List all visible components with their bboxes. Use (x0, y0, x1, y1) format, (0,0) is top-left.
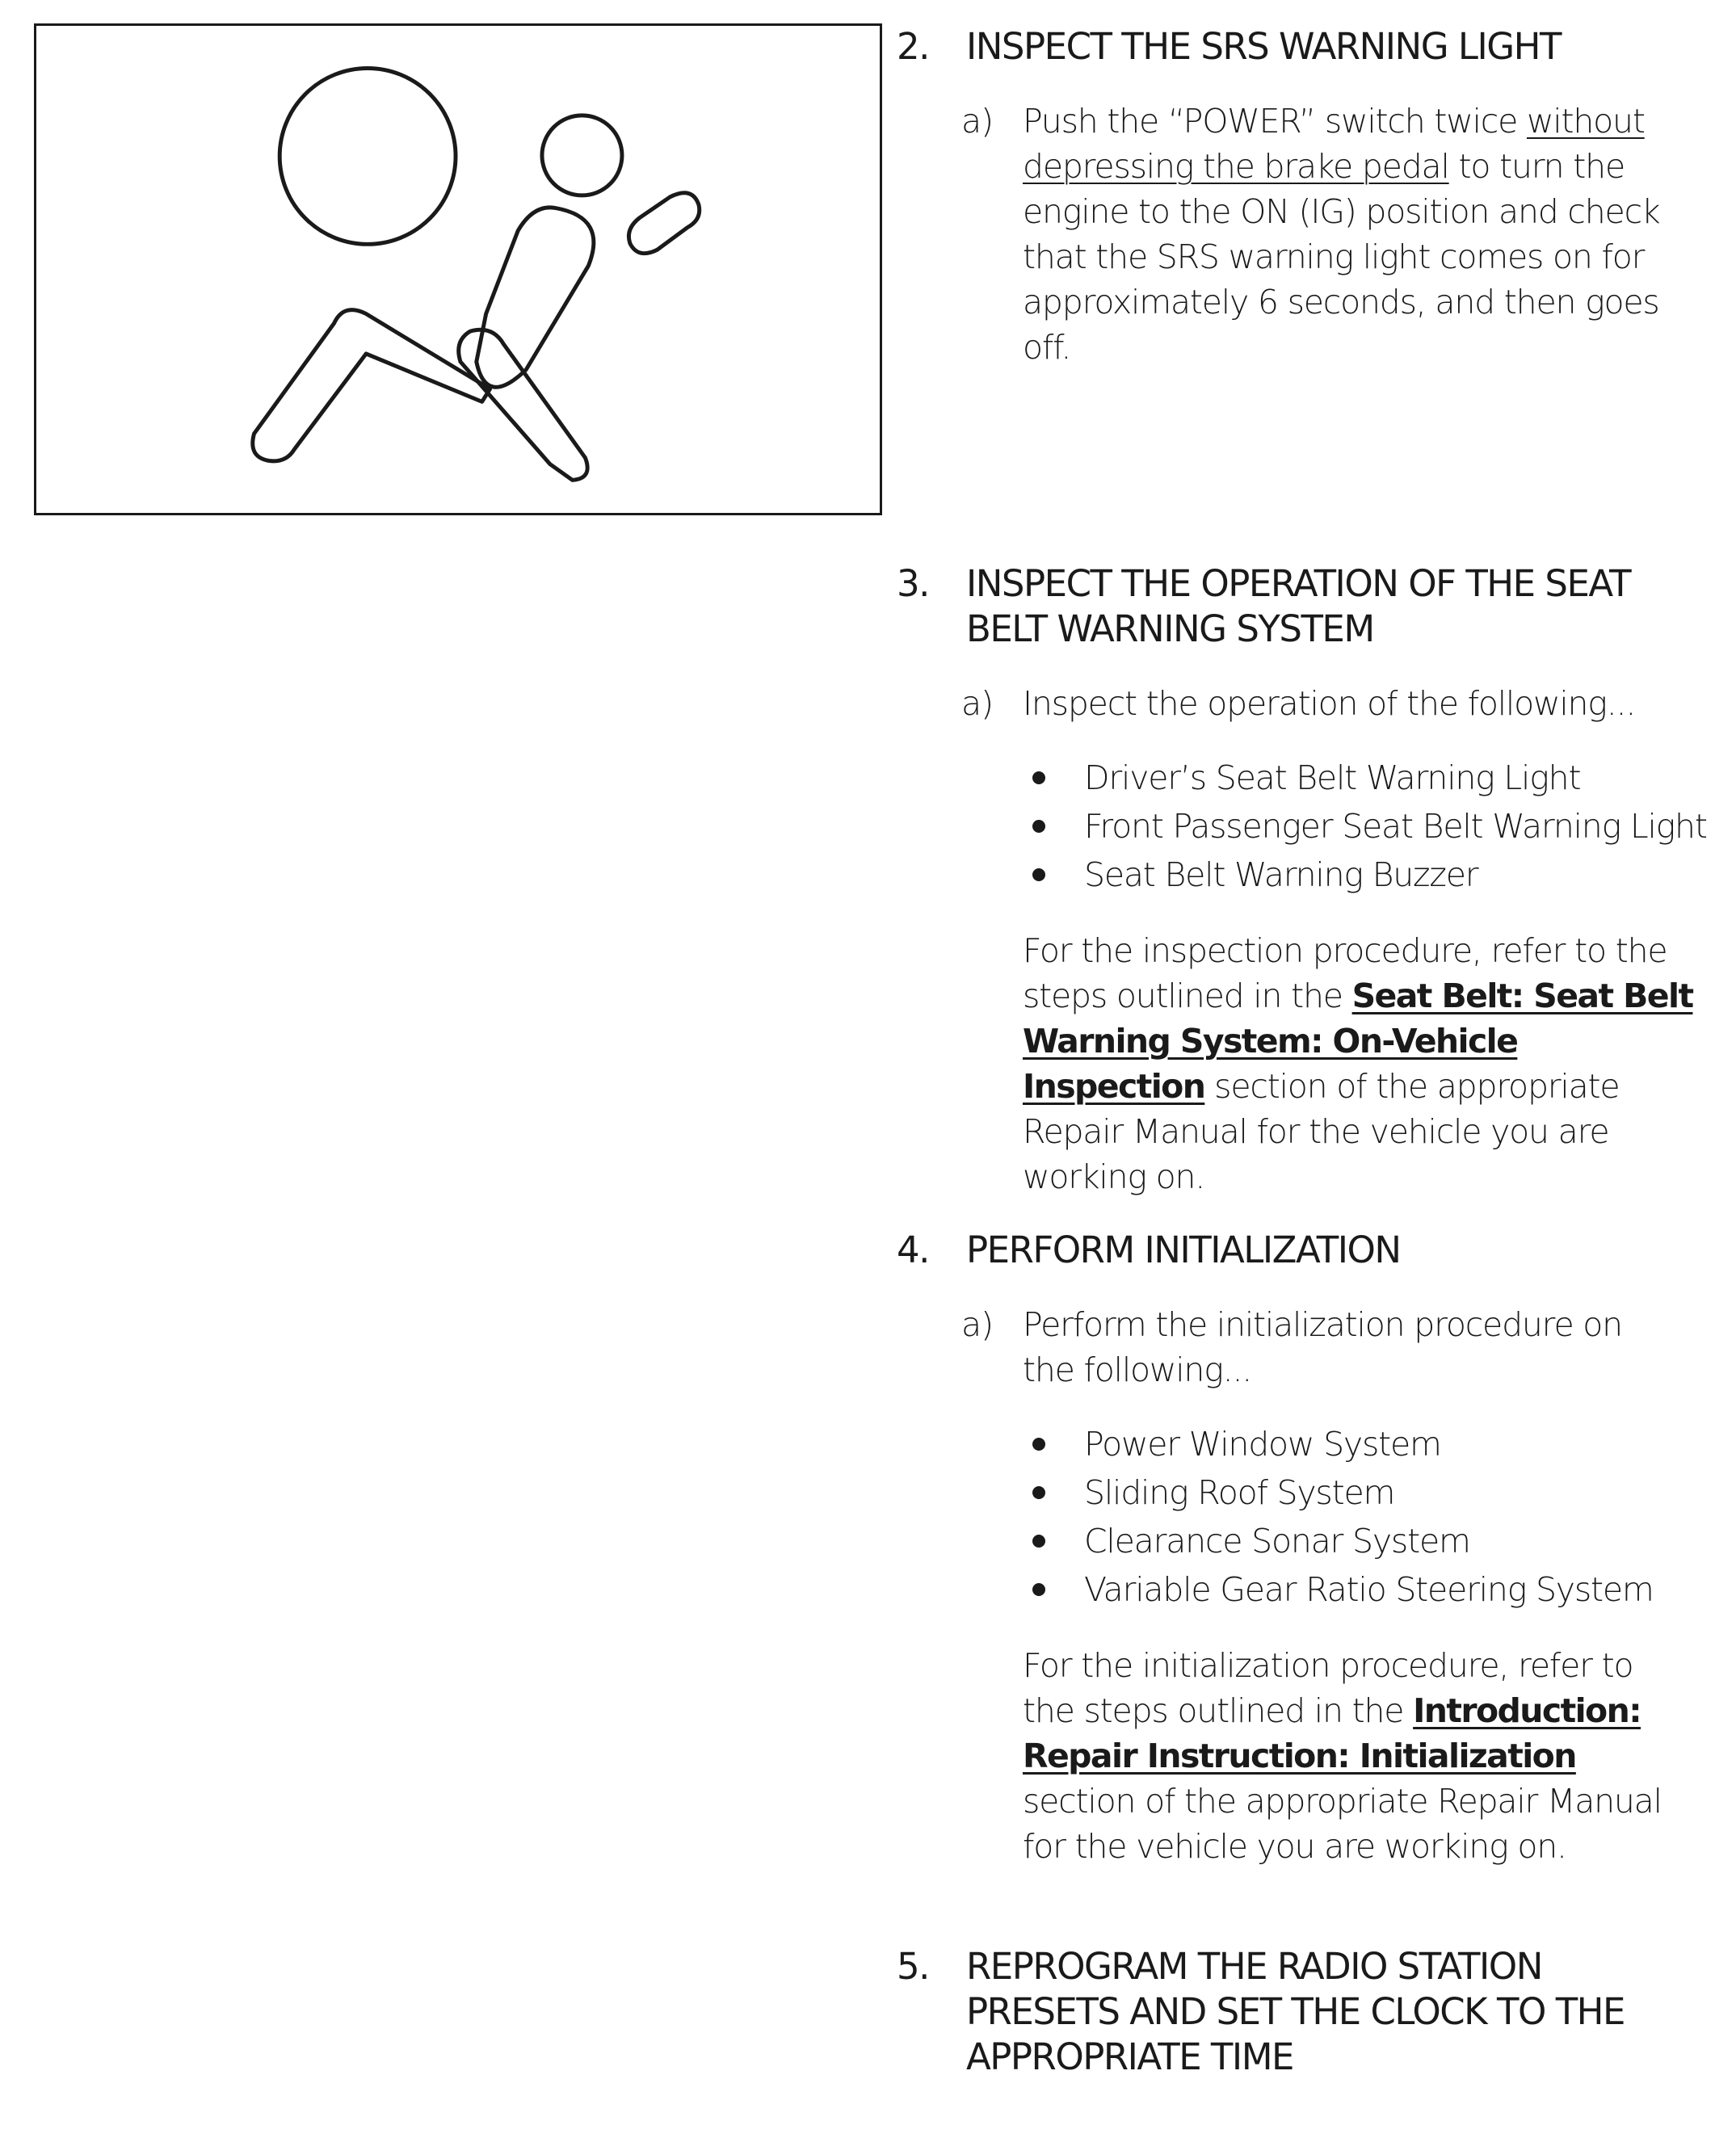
list-item-text: Driver’s Seat Belt Warning Light (1084, 758, 1581, 797)
bullet-dot (1032, 1583, 1045, 1596)
para-text-part: section of the appropriate Repair Manual for the vehicle you are working on. (1023, 1067, 1620, 1196)
section-4 (897, 1228, 1713, 1869)
list-item-text: Sliding Roof System (1084, 1473, 1395, 1512)
underlined-emphasis: without depressing the brake pedal (1023, 102, 1645, 186)
list-item (1023, 754, 1713, 802)
step-text-part: to turn the engine to the ON (IG) position and check that the SRS warning light comes on for approximately 6 seconds, and then goes off. (1023, 147, 1660, 367)
bullet-list (1023, 754, 1713, 899)
section-2 (897, 24, 1713, 370)
section-number: 5. (897, 1945, 929, 1988)
hand-shape (628, 193, 699, 254)
step-letter: a) (961, 684, 994, 723)
section-3 (897, 561, 1713, 1199)
para-text-part: For the initialization procedure, refer to the steps outlined in the (1023, 1646, 1633, 1730)
step-text: Perform the initialization procedure on the following... (1023, 1305, 1622, 1389)
list-item (1023, 851, 1713, 899)
bullet-dot (1032, 1486, 1045, 1499)
section-5 (897, 1944, 1713, 2080)
bullet-dot (1032, 1438, 1045, 1451)
reference-paragraph (1023, 928, 1693, 1199)
section-number: 3. (897, 562, 929, 605)
para-text-part: section of the appropriate Repair Manual for the vehicle you are working on. (1023, 1782, 1662, 1866)
list-item-text: Seat Belt Warning Buzzer (1084, 855, 1478, 894)
para-text-part: For the inspection procedure, refer to the steps outlined in the (1023, 931, 1667, 1015)
bullet-dot (1032, 1535, 1045, 1548)
step-letter: a) (961, 102, 994, 141)
list-item (1023, 1468, 1713, 1517)
srs-warning-figure (34, 23, 882, 515)
bullet-dot (1032, 771, 1045, 784)
section-title: REPROGRAM THE RADIO STATION PRESETS AND SET THE CLOCK TO THE APPROPRIATE TIME (966, 1945, 1625, 2078)
section-number: 4. (897, 1229, 929, 1271)
step-text: Inspect the operation of the following... (1023, 684, 1636, 723)
legs-shape (253, 310, 490, 461)
srs-airbag-warning-icon (36, 26, 880, 513)
bullet-dot (1032, 820, 1045, 833)
step-text-part: Push the “POWER” switch twice (1023, 102, 1527, 141)
list-item (1023, 802, 1713, 851)
head-circle (542, 116, 622, 195)
step-text (1023, 99, 1713, 370)
section-title: INSPECT THE SRS WARNING LIGHT (966, 25, 1561, 68)
torso-shape (477, 208, 594, 387)
step-letter: a) (961, 1305, 994, 1344)
manual-reference-link[interactable]: Seat Belt: Seat Belt Warning System: On-Vehicle Inspection (1023, 977, 1693, 1106)
section-number: 2. (897, 25, 929, 68)
list-item (1023, 1565, 1713, 1614)
list-item (1023, 1517, 1713, 1565)
bullet-dot (1032, 868, 1045, 881)
list-item (1023, 1420, 1713, 1468)
reference-paragraph (1023, 1643, 1693, 1869)
manual-reference-link[interactable]: Introduction: Repair Instruction: Initialization (1023, 1691, 1641, 1775)
step-a (961, 681, 1713, 726)
list-item-text: Clearance Sonar System (1084, 1522, 1470, 1560)
list-item-text: Power Window System (1084, 1425, 1441, 1464)
bullet-list (1023, 1420, 1713, 1614)
section-title: PERFORM INITIALIZATION (966, 1229, 1401, 1271)
step-a (961, 1302, 1713, 1392)
airbag-circle (280, 68, 456, 244)
step-a (961, 99, 1713, 370)
list-item-text: Variable Gear Ratio Steering System (1084, 1570, 1654, 1609)
section-title: INSPECT THE OPERATION OF THE SEAT BELT WARNING SYSTEM (966, 562, 1631, 650)
list-item-text: Front Passenger Seat Belt Warning Light (1084, 807, 1707, 846)
